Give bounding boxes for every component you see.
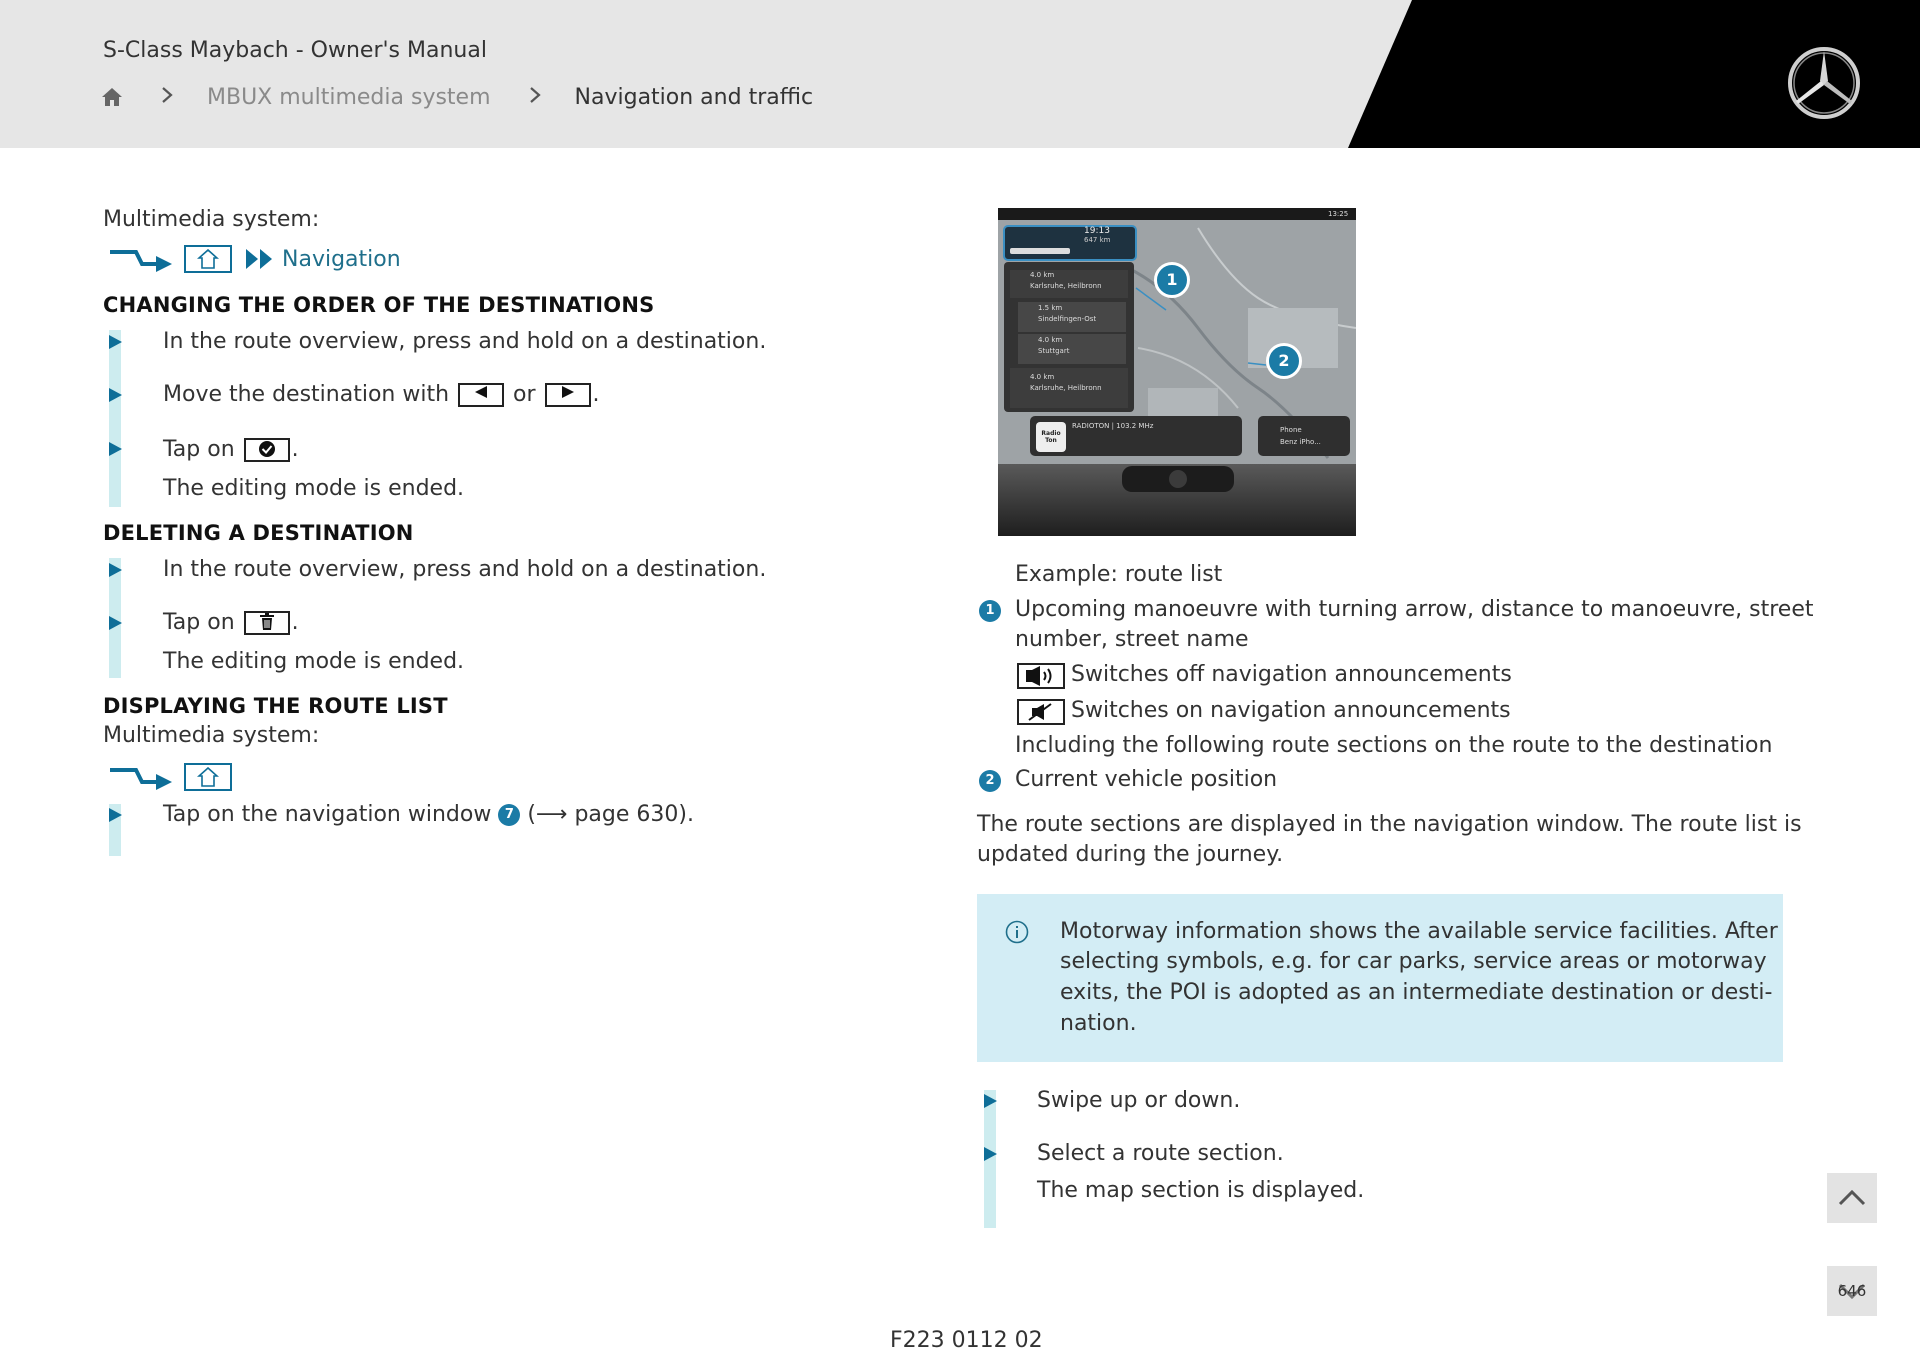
result-text: The editing mode is ended. [163, 649, 465, 674]
bullet-icon [109, 616, 122, 630]
step-bar [109, 330, 121, 507]
trash-button-icon [244, 611, 290, 635]
left-arrow-button-icon [458, 383, 504, 407]
callout-number: 2 [979, 770, 1001, 792]
callout-2: 2 [1266, 343, 1302, 379]
screen-time: 19:13 [1084, 226, 1110, 236]
legend-item-1-continued: number, street name [1015, 627, 1249, 652]
multimedia-system-label: Multimedia system: [103, 723, 320, 748]
step-text: Select a route section. [1037, 1141, 1284, 1166]
scroll-up-button[interactable] [1827, 1173, 1877, 1223]
breadcrumb-item-mbux[interactable]: MBUX multimedia system [207, 84, 491, 110]
callout-number: 7 [498, 804, 520, 826]
check-button-icon [244, 438, 290, 462]
screen-radio-logo: Radio Ton [1041, 430, 1061, 444]
page-number: 646 [1837, 1282, 1867, 1300]
legend-sub-2: Switches on navigation announcements [1071, 698, 1511, 723]
navigation-link[interactable]: Navigation [282, 246, 401, 272]
arrow-path-icon [108, 764, 174, 790]
bullet-icon [109, 335, 122, 349]
screen-clock: 13:25 [1328, 210, 1349, 218]
step-text: Tap on . [163, 437, 299, 462]
figure-caption: Example: route list [1015, 562, 1223, 587]
screen-route-row: 4.0 km Karlsruhe, Heilbronn [1030, 373, 1102, 392]
chevron-right-icon [161, 85, 173, 110]
info-text-line: selecting symbols, e.g. for car parks, service areas or motorway [1060, 949, 1767, 974]
mercedes-star-logo [1786, 45, 1862, 121]
nav-path [108, 244, 401, 274]
heading-change-order: CHANGING THE ORDER OF THE DESTINATIONS [103, 293, 655, 317]
screen-radio: RADIOTON | 103.2 MHz [1072, 422, 1154, 430]
manual-title: S-Class Maybach - Owner's Manual [103, 38, 487, 63]
paragraph-line: updated during the journey. [977, 842, 1284, 867]
bullet-icon [984, 1094, 997, 1108]
info-icon [1005, 920, 1029, 944]
chevron-up-icon [1827, 1173, 1877, 1223]
screen-total-distance: 647 km [1084, 236, 1111, 244]
breadcrumb-item-current: Navigation and traffic [574, 84, 814, 110]
paragraph-line: The route sections are displayed in the navigation window. The route list is [977, 812, 1802, 837]
step-text: In the route overview, press and hold on a destination. [163, 557, 767, 582]
right-arrow-button-icon [545, 383, 591, 407]
result-text: The editing mode is ended. [163, 476, 465, 501]
nav-path [108, 762, 232, 792]
speaker-on-icon [1017, 663, 1065, 689]
home-button-icon [184, 245, 232, 273]
bullet-icon [109, 563, 122, 577]
callout-number: 1 [979, 600, 1001, 622]
chevron-right-icon [529, 85, 541, 110]
bullet-icon [984, 1147, 997, 1161]
double-chevron-icon [244, 247, 278, 271]
info-text-line: Motorway information shows the available service facilities. After [1060, 919, 1778, 944]
bullet-icon [109, 388, 122, 402]
result-text: The map section is displayed. [1037, 1178, 1365, 1203]
info-text-line: nation. [1060, 1011, 1137, 1036]
callout-1: 1 [1154, 262, 1190, 298]
home-button-icon [184, 763, 232, 791]
step-text: Tap on the navigation window 7 (⟶ page 630). [163, 802, 694, 827]
screen-route-row: 1.5 km Sindelfingen-Ost [1038, 304, 1097, 323]
heading-display-route-list: DISPLAYING THE ROUTE LIST [103, 694, 448, 718]
arrow-path-icon [108, 246, 174, 272]
info-text-line: exits, the POI is adopted as an intermediate destination or desti- [1060, 980, 1773, 1005]
step-text: Tap on . [163, 610, 299, 635]
step-text: Swipe up or down. [1037, 1088, 1241, 1113]
step-text: In the route overview, press and hold on a destination. [163, 329, 767, 354]
step-text: Move the destination with or . [163, 382, 600, 407]
screen-route-row: 4.0 km Stuttgart [1038, 336, 1070, 355]
legend-including: Including the following route sections on the route to the destination [1015, 733, 1773, 758]
heading-delete-destination: DELETING A DESTINATION [103, 521, 414, 545]
route-list-screenshot [998, 208, 1356, 536]
bullet-icon [109, 442, 122, 456]
home-icon[interactable] [101, 86, 123, 108]
page-link[interactable]: (⟶ page 630). [527, 802, 694, 827]
bullet-icon [109, 808, 122, 822]
speaker-off-icon [1017, 699, 1065, 725]
screen-phone: Phone Benz iPho... [1280, 426, 1321, 446]
scroll-down-button[interactable] [1827, 1266, 1877, 1316]
multimedia-system-label: Multimedia system: [103, 207, 320, 232]
legend-item-2: Current vehicle position [1015, 767, 1278, 792]
screen-route-row: 4.0 km Karlsruhe, Heilbronn [1030, 271, 1102, 290]
footer-code: F223 0112 02 [890, 1328, 1043, 1353]
legend-item-1: Upcoming manoeuvre with turning arrow, distance to manoeuvre, street [1015, 597, 1814, 622]
legend-sub-1: Switches off navigation announcements [1071, 662, 1512, 687]
header-black-panel [0, 0, 1920, 148]
breadcrumb [101, 82, 813, 112]
